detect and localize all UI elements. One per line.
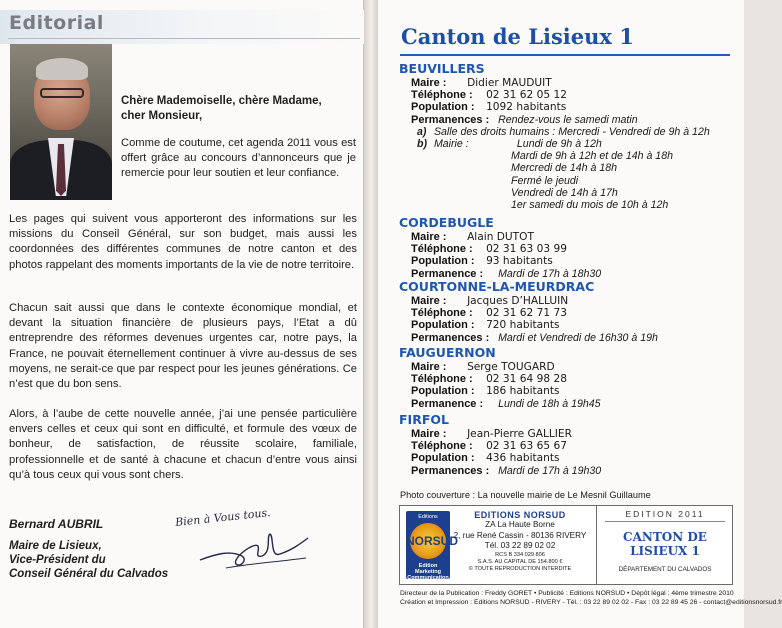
phone-label: Téléphone :	[411, 373, 473, 386]
commune-phone-row	[399, 373, 739, 385]
permanence-value: Lundi de 18h à 19h45	[498, 397, 601, 410]
population-value: 436 habitants	[486, 452, 560, 465]
permanence-label: Permanences :	[411, 331, 490, 344]
mayor-label: Maire :	[411, 295, 447, 307]
commune-mayor-row	[399, 295, 739, 307]
commune-name: COURTONNE-LA-MEURDRAC	[399, 279, 595, 294]
commune-permanence-row	[399, 332, 739, 344]
commune-permanence-row	[399, 465, 739, 477]
commune-mayor-row	[399, 428, 739, 440]
commune-population-row	[399, 255, 739, 267]
editorial-paragraph-3: Chacun sait aussi que dans le contexte économique mondial, et devant la situation financière de plusieurs pays, l’Etat a dû entreprendre des réformes devenues urgentes car, notre pays, la France, ne pouvait éternellement continuer à vivre au-dessus de ses moyens, ne serait-ce que par respect pour les jeunes générations. Ce n’est que du bon sens.	[9, 302, 357, 391]
population-value: 720 habitants	[486, 319, 560, 332]
signatory-role-2: Vice-Président du	[9, 554, 106, 566]
publisher-capital: S.A.S. AU CAPITAL DE 154.800 €	[477, 558, 563, 565]
logo-letters: NORSUD	[406, 534, 459, 548]
mayor-name: Didier MAUDUIT	[467, 77, 552, 89]
greeting-line-2: cher Monsieur,	[121, 110, 203, 122]
commune-permanence-row	[399, 398, 739, 410]
permanence-value: Mardi de 17h à 18h30	[498, 267, 602, 280]
phone-label: Téléphone :	[411, 307, 473, 320]
mayor-label: Maire :	[411, 361, 447, 373]
phone-number: 02 31 63 03 99	[486, 243, 567, 256]
edition-canton-line-2: LISIEUX 1	[630, 544, 700, 558]
portrait-hair	[36, 58, 88, 80]
population-label: Population :	[411, 319, 475, 332]
canton-title: Canton de Lisieux 1	[401, 24, 634, 49]
sub-b-tag: b)	[417, 138, 427, 151]
legal-line-2: Création et Impression : Editions NORSUD - RIVERY - Tél. : 03 22 89 02 02 - Fax : 03 22 89 45 26 - contact@editionsnorsud.fr	[400, 599, 782, 606]
signature-block	[9, 517, 168, 581]
publisher-box	[399, 505, 733, 585]
canton-title-rule	[400, 54, 730, 56]
population-label: Population :	[411, 255, 475, 268]
edition-department: DÉPARTEMENT DU CALVADOS	[618, 566, 712, 573]
mayor-name: Jean-Pierre GALLIER	[467, 428, 572, 440]
permanence-label: Permanences :	[411, 464, 490, 477]
commune-name: FAUGUERNON	[399, 345, 496, 360]
editorial-heading: Editorial	[9, 12, 104, 34]
signatory-role-3: Conseil Général du Calvados	[9, 568, 169, 580]
permanence-value: Rendez-vous le samedi matin	[498, 113, 638, 126]
edition-divider	[605, 521, 725, 522]
publisher-info	[452, 510, 588, 573]
editorial-greeting	[121, 94, 353, 124]
permanence-sub-b	[399, 138, 739, 150]
sub-b-line-6: 1er samedi du mois de 10h à 12h	[511, 199, 669, 212]
editorial-page	[0, 0, 364, 628]
commune-cordebugle	[399, 216, 739, 280]
handwritten-signature	[196, 524, 312, 572]
canton-page	[378, 0, 782, 628]
commune-phone-row	[399, 307, 739, 319]
population-label: Population :	[411, 101, 475, 114]
edition-year: EDITION 2011	[625, 509, 705, 519]
publisher-rcs: RCS B 334 029 806	[495, 551, 545, 558]
commune-mayor-row	[399, 77, 739, 89]
phone-label: Téléphone :	[411, 89, 473, 102]
population-label: Population :	[411, 452, 475, 465]
sub-b-label: Mairie :	[433, 138, 469, 151]
commune-population-row	[399, 101, 739, 113]
commune-beuvillers	[399, 62, 739, 211]
portrait-glasses	[40, 88, 84, 98]
commune-name: BEUVILLERS	[399, 61, 485, 76]
commune-name: CORDEBUGLE	[399, 215, 494, 230]
mayor-portrait-photo	[10, 44, 112, 196]
publisher-name: EDITIONS NORSUD	[474, 510, 566, 520]
sub-b-line-2: Mardi de 9h à 12h et de 14h à 18h	[511, 150, 673, 163]
norsud-logo	[406, 511, 459, 581]
editorial-divider	[8, 38, 360, 39]
commune-population-row	[399, 385, 739, 397]
phone-number: 02 31 62 71 73	[486, 307, 567, 320]
population-value: 93 habitants	[486, 255, 553, 268]
commune-name: FIRFOL	[399, 412, 449, 427]
logo-top-text: Editions	[418, 514, 438, 520]
commune-firfol	[399, 413, 739, 477]
publisher-address-1: ZA La Haute Borne	[485, 520, 555, 529]
population-label: Population :	[411, 385, 475, 398]
commune-fauguernon	[399, 346, 739, 410]
editorial-paragraph-1: Comme de coutume, cet agenda 2011 vous est offert grâce au concours d’annonceurs que je remercie pour leur soutien et leur confiance.	[121, 137, 356, 180]
editorial-paragraph-2: Les pages qui suivent vous apporteront des informations sur les missions du Conseil Général, sur son budget, mais aussi les coordonnées des différentes communes de notre canton et des photos rappelant des moments importants de la vie de notre territoire.	[9, 213, 357, 271]
population-value: 186 habitants	[486, 385, 560, 398]
mayor-name: Alain DUTOT	[467, 231, 534, 243]
commune-mayor-row	[399, 361, 739, 373]
publisher-phone: Tél. 03 22 89 02 02	[484, 541, 556, 550]
sub-b-line-5: Vendredi de 14h à 17h	[511, 186, 618, 199]
commune-phone-row	[399, 440, 739, 452]
phone-number: 02 31 64 98 28	[486, 373, 567, 386]
book-gutter	[364, 0, 378, 628]
population-value: 1092 habitants	[486, 101, 567, 114]
logo-bottom-text: Edition Marketing Communication	[407, 563, 449, 581]
sub-b-line-3: Mercredi de 14h à 18h	[511, 162, 618, 175]
permanence-value: Mardi de 17h à 19h30	[498, 464, 602, 477]
commune-population-row	[399, 319, 739, 331]
mayor-name: Jacques D’HALLUIN	[467, 295, 569, 307]
editorial-paragraph-4: Alors, à l’aube de cette nouvelle année, j’ai une pensée particulière envers celles et ceux qui sont en difficulté, et formule des vœux de bonheur, de satisfaction, de réussite scolaire, familiale, professionnelle et de santé à chacune et chacun d’entre vous ainsi qu’à tous ceux qui vous sont chers.	[9, 408, 357, 481]
mayor-label: Maire :	[411, 231, 447, 243]
edition-canton-line-1: CANTON DE	[623, 530, 707, 544]
mayor-name: Serge TOUGARD	[467, 361, 555, 373]
legal-line-1: Directeur de la Publication : Freddy GORET • Publicité : Editions NORSUD • Dépôt légal : 4ème trimestre 2010	[400, 590, 734, 597]
permanence-label: Permanences :	[411, 113, 490, 126]
phone-label: Téléphone :	[411, 243, 473, 256]
signatory-name: Bernard AUBRIL	[9, 517, 104, 531]
commune-mayor-row	[399, 231, 739, 243]
permanence-sub-a	[399, 126, 739, 138]
handwritten-note: Bien à Vous tous.	[174, 506, 272, 529]
cover-photo-credit: Photo couverture : La nouvelle mairie de Le Mesnil Guillaume	[400, 490, 651, 500]
permanence-label: Permanence :	[411, 397, 484, 410]
commune-population-row	[399, 452, 739, 464]
phone-number: 02 31 62 05 12	[486, 89, 567, 102]
commune-phone-row	[399, 243, 739, 255]
commune-permanence-row	[399, 268, 739, 280]
publisher-copyright: © TOUTE REPRODUCTION INTERDITE	[468, 565, 572, 572]
commune-permanence-row	[399, 114, 739, 126]
phone-label: Téléphone :	[411, 440, 473, 453]
phone-number: 02 31 63 65 67	[486, 440, 567, 453]
commune-phone-row	[399, 89, 739, 101]
permanence-value: Mardi et Vendredi de 16h30 à 19h	[498, 331, 658, 344]
sub-a-tag: a)	[417, 125, 427, 138]
commune-courtonne-la-meurdrac	[399, 280, 739, 344]
legal-notice	[400, 589, 782, 607]
sub-a-text: Salle des droits humains : Mercredi - Vendredi de 9h à 12h	[433, 125, 710, 138]
publisher-address-2: 2, rue René Cassin - 80136 RIVERY	[453, 530, 587, 540]
permanence-label: Permanence :	[411, 267, 484, 280]
sub-b-line-4: Fermé le jeudi	[511, 174, 579, 187]
greeting-line-1: Chère Mademoiselle, chère Madame,	[121, 95, 322, 107]
mayor-label: Maire :	[411, 428, 447, 440]
edition-box	[596, 506, 733, 584]
sub-b-line-1: Lundi de 9h à 12h	[516, 138, 602, 151]
mayor-label: Maire :	[411, 77, 447, 89]
signatory-role-1: Maire de Lisieux,	[9, 540, 102, 552]
